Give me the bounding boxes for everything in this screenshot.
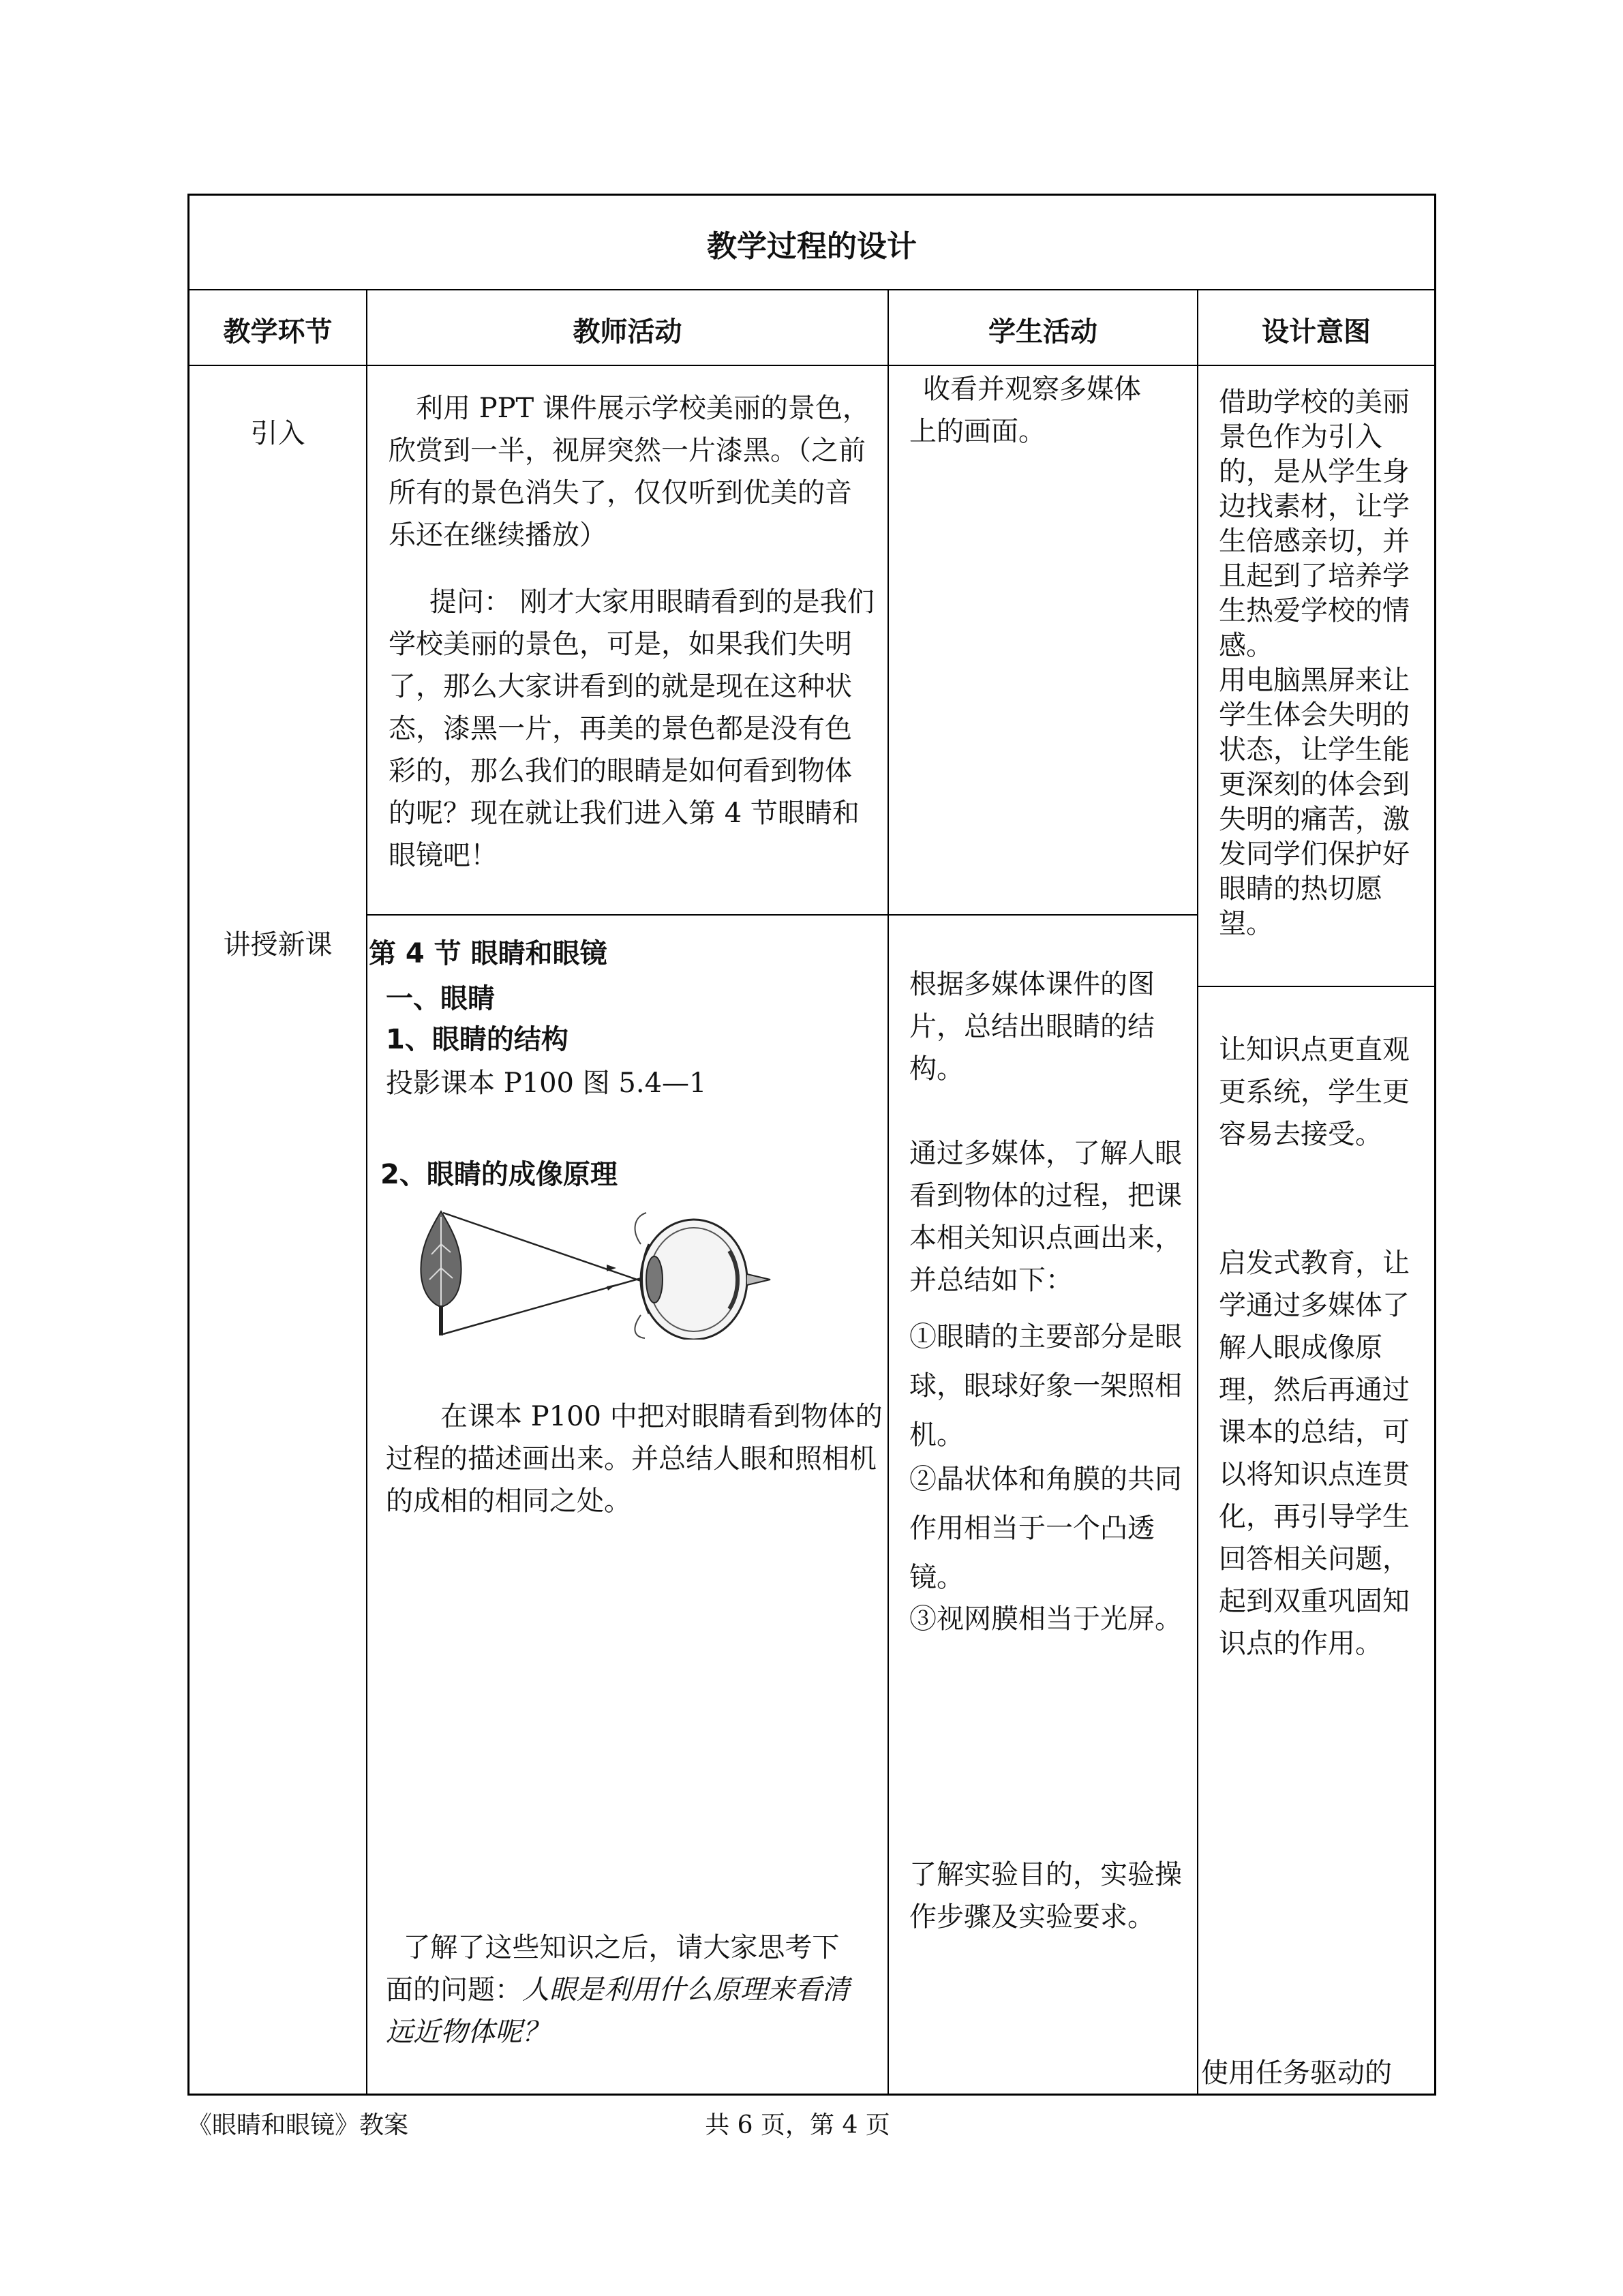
- lesson-task-description: 在课本 P100 中把对眼睛看到物体的过程的描述画出来。并总结人眼和照相机的成相的相同之处。: [386, 1401, 883, 1517]
- lesson-student-point-2: ②晶状体和角膜的共同作用相当于一个凸透镜。: [909, 1464, 1182, 1593]
- intro-row-divider: [366, 914, 1198, 916]
- table-title: 教学过程的设计: [707, 229, 917, 264]
- lesson-question-block: [386, 1884, 863, 2053]
- lesson-section-title: 第 4 节 眼睛和眼镜: [369, 938, 607, 969]
- lesson-subtitle-structure: 1、眼睛的结构: [386, 1024, 568, 1055]
- eye-anatomy-icon: [635, 1213, 770, 1340]
- col-divider-3: [1197, 289, 1198, 2094]
- lesson-question: 人眼是利用什么原理来看清远近物体呢？: [386, 1974, 849, 2048]
- footer-document-name: 《眼睛和眼镜》教案: [187, 2111, 409, 2139]
- lesson-design-intent-2: 启发式教育，让学通过多媒体了解人眼成像原理，然后再通过课本的总结，可以将知识点连贯化，再引导学生回答相关问题，起到双重巩固知识点的作用。: [1219, 1248, 1410, 1659]
- lesson-design-intent-3: 使用任务驱动的: [1201, 2057, 1392, 2089]
- intro-student-activity: 收看并观察多媒体上的画面。: [909, 374, 1141, 447]
- table-border-right: [1434, 194, 1436, 2096]
- footer-page-info: 共 6 页，第 4 页: [705, 2111, 890, 2139]
- header-student: 学生活动: [988, 316, 1097, 348]
- lesson-design-intent-1: 让知识点更直观更系统，学生更容易去接受。: [1219, 1034, 1410, 1150]
- lesson-stage: 讲授新课: [223, 929, 333, 961]
- lesson-student-activity-1: 根据多媒体课件的图片，总结出眼睛的结构。: [909, 969, 1155, 1085]
- header-intent: 设计意图: [1262, 316, 1371, 348]
- header-row-divider: [187, 365, 1436, 366]
- lesson-question-lead: 了解了这些知识之后，请大家思考下面的问题：: [386, 1932, 840, 2006]
- lesson-student-point-1: ①眼睛的主要部分是眼球，眼球好象一架照相机。: [909, 1321, 1182, 1451]
- lesson-part-title: 一、眼睛: [386, 983, 495, 1014]
- title-row-divider: [187, 289, 1436, 290]
- lesson-student-point-3: ③视网膜相当于光屏。: [909, 1603, 1182, 1635]
- lesson-student-activity-2: 通过多媒体，了解人眼看到物体的过程，把课本相关知识点画出来，并总结如下：: [909, 1138, 1182, 1296]
- header-teacher: 教师活动: [573, 316, 682, 348]
- intro-teacher-paragraph-1: 利用 PPT 课件展示学校美丽的景色，欣赏到一半，视屏突然一片漆黑。（之前所有的景色消失了，仅仅听到优美的音乐还在继续播放）: [389, 393, 870, 551]
- intro-stage: 引入: [250, 418, 305, 449]
- intent-cell-divider: [1197, 986, 1436, 987]
- lesson-subtitle-imaging: 2、眼睛的成像原理: [380, 1159, 618, 1190]
- intro-design-intent: 借助学校的美丽景色作为引入的，是从学生身边找素材，让学生倍感亲切，并且起到了培养学生热爱学校的情感。 用电脑黑屏来让学生体会失明的状态，让学生能更深刻的体会到失明的痛苦，激发同学们保护好眼睛的热切愿望。: [1219, 387, 1410, 939]
- col-divider-1: [366, 289, 367, 2094]
- table-border-top: [187, 194, 1436, 196]
- lesson-projection-note: 投影课本 P100 图 5.4—1: [386, 1068, 707, 1099]
- tree-object-icon: [421, 1211, 461, 1335]
- header-stage: 教学环节: [223, 316, 333, 348]
- table-border-left: [187, 194, 189, 2096]
- col-divider-2: [888, 289, 889, 2094]
- eye-imaging-diagram: [409, 1203, 818, 1340]
- lesson-student-activity-3: 了解实验目的，实验操作步骤及实验要求。: [909, 1859, 1182, 1933]
- intro-teacher-paragraph-2: 提问： 刚才大家用眼睛看到的是我们学校美丽的景色，可是，如果我们失明了，那么大家讲看到的就是现在这种状态，漆黑一片，再美的景色都是没有色彩的，那么我们的眼睛是如何看到物体的呢？现在就让我们进入第 4 节眼睛和眼镜吧！: [389, 586, 875, 871]
